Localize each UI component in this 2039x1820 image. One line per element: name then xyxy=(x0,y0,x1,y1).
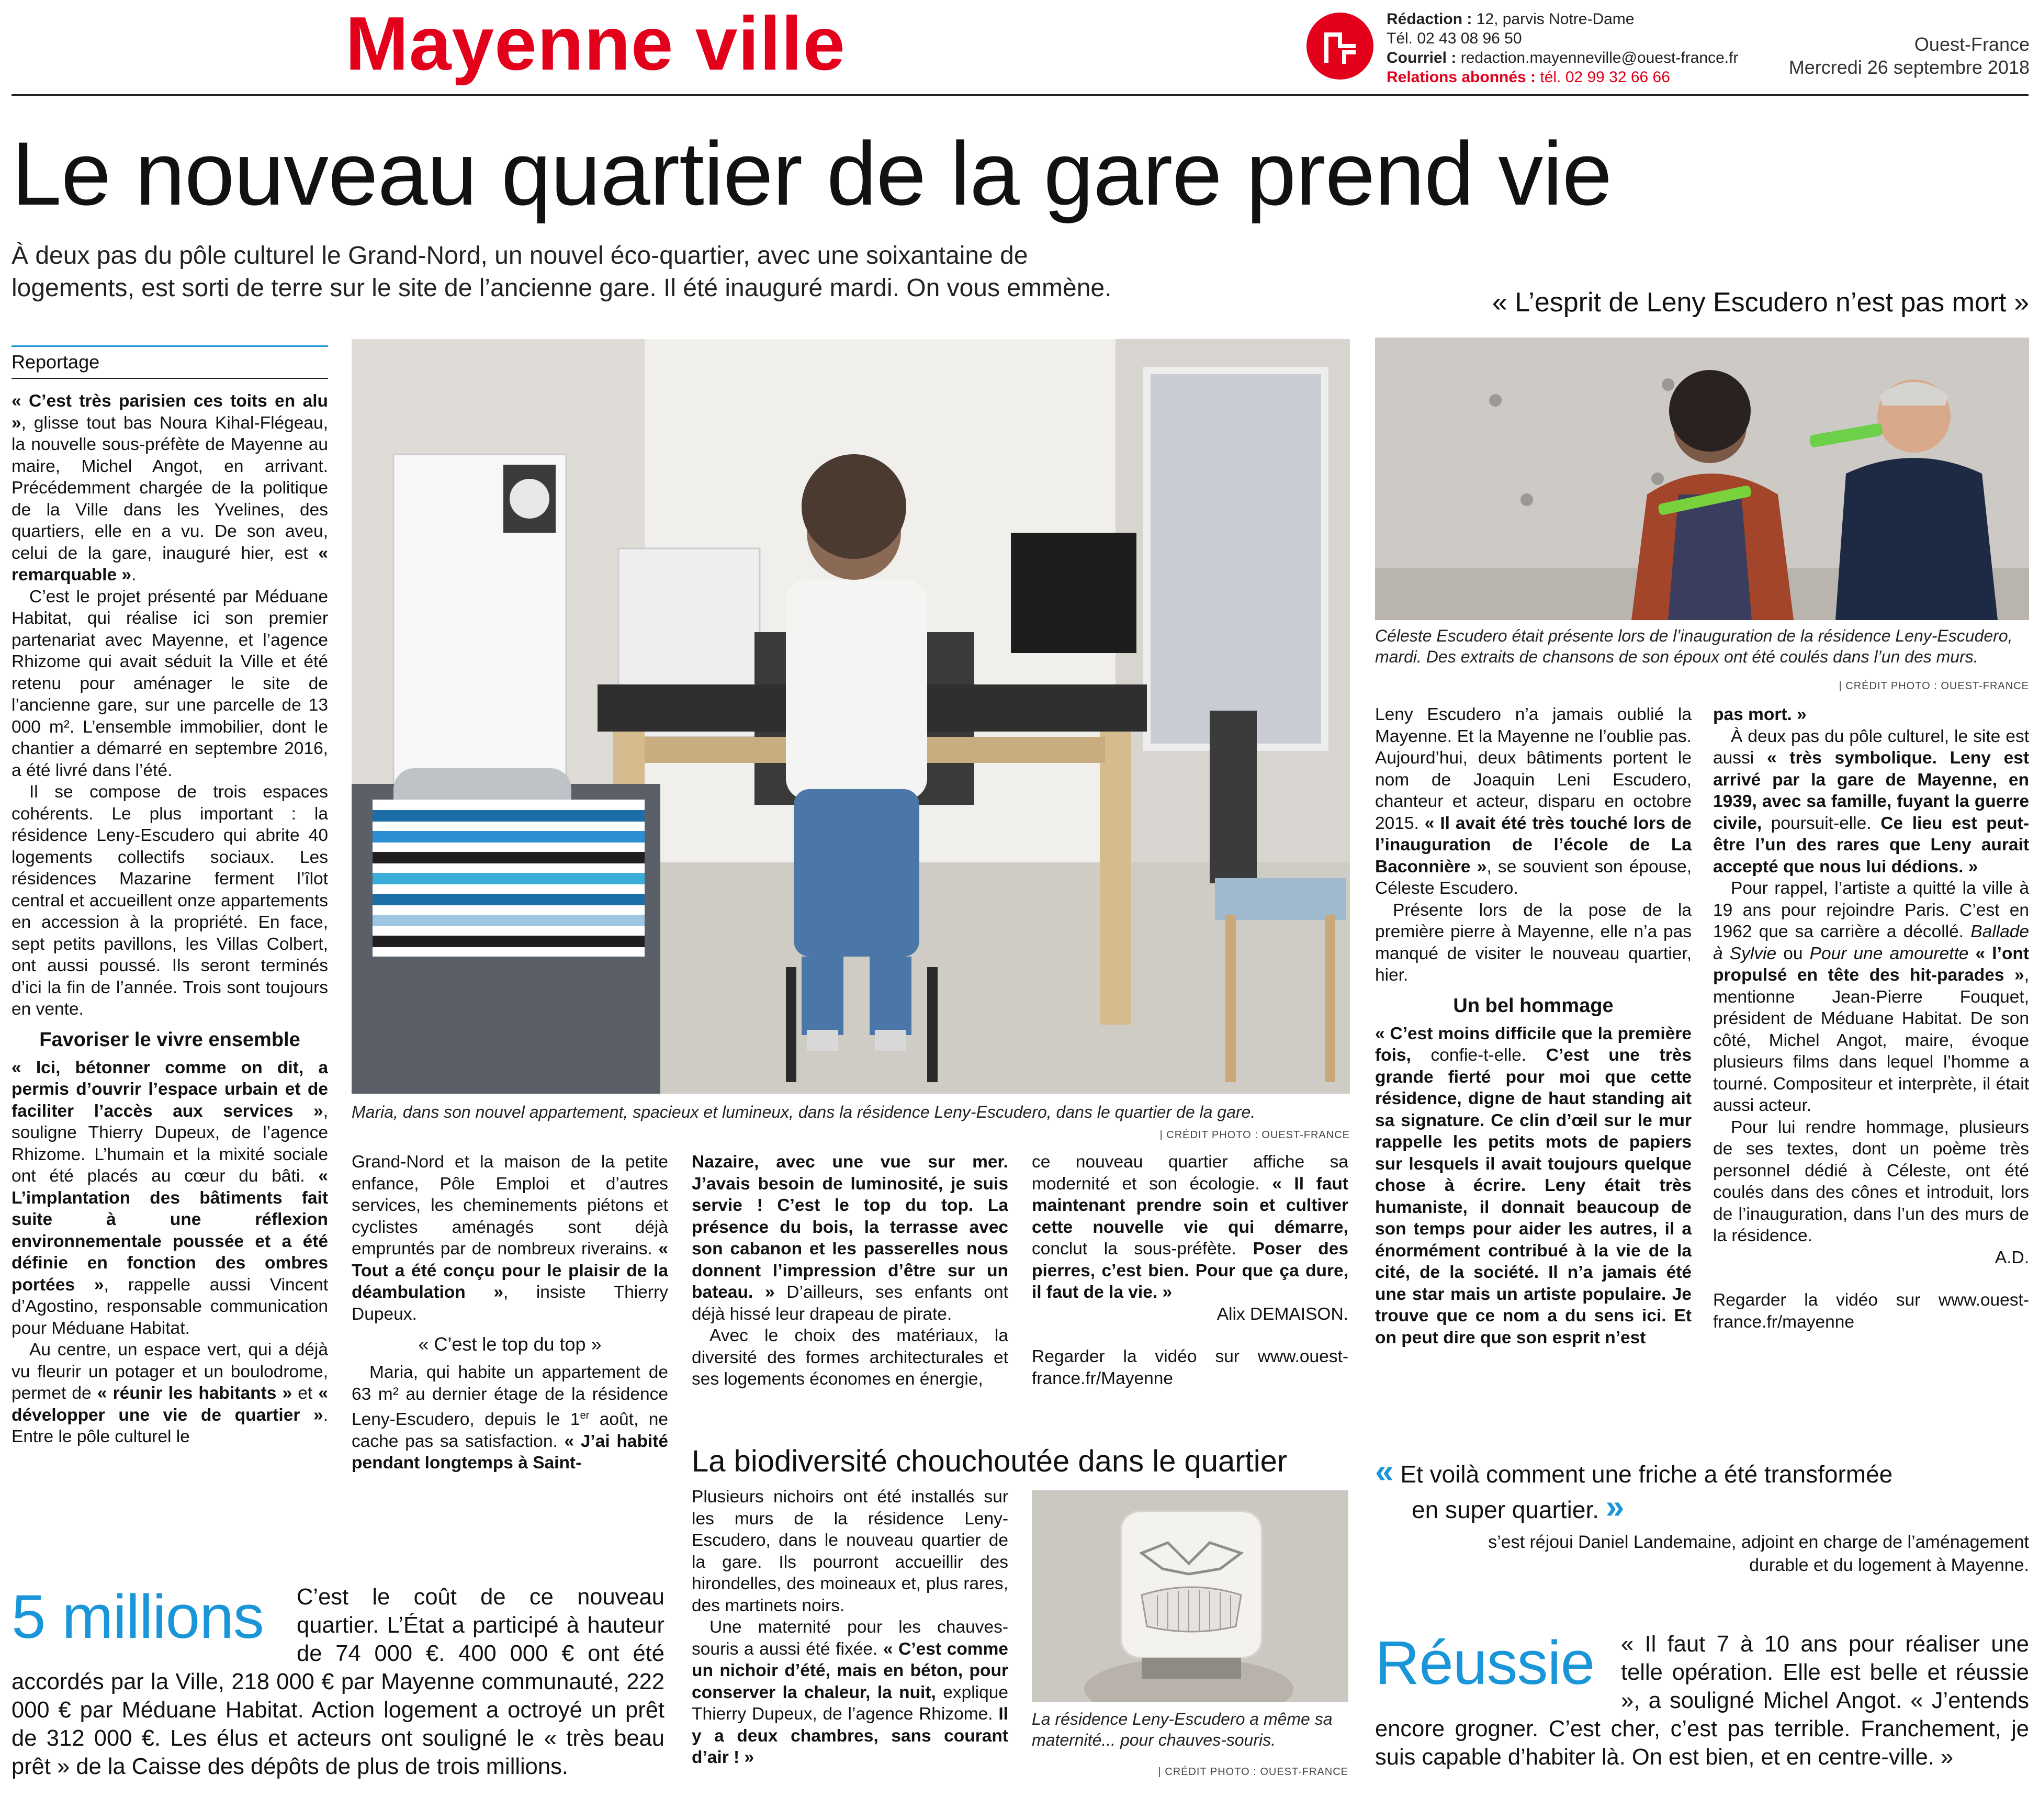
text-run: août, ne cache pas sa satisfaction. xyxy=(352,1410,668,1451)
abonnes-label: Relations abonnés : xyxy=(1387,69,1536,86)
redaction-label: Rédaction : xyxy=(1387,10,1472,28)
article-column-3 xyxy=(692,1151,1008,1402)
paragraph: Il se compose de trois espaces cohérents. Le plus important : la résidence Leny-Escudero qui abrite 40 logements collectifs sociaux. Les résidences Mazarine ferment l’îlot central et accueillent onze appartements en accession à la propriété. En face, sept petits pavillons, les Villas Colbert, ont aussi poussé. Ils seront terminés d’ici la fin de l’année. Trois sont toujours en vente. xyxy=(12,782,328,1019)
quote-bold: « l’ont propulsé en tête des hit-parades » xyxy=(1713,943,2029,985)
side-photo-credit: | CRÉDIT PHOTO : OUEST-FRANCE xyxy=(1839,680,2029,692)
quote-bold: « très symbolique. Leny est arrivé par la gare de Mayenne, en 1939, avec sa famille, fuyant la guerre civile, xyxy=(1713,748,2029,833)
side-column-b xyxy=(1713,704,2029,1426)
attribution-line-1: s’est réjoui Daniel Landemaine, adjoint en charge de l’aménagement xyxy=(1488,1532,2029,1552)
text-run: Grand-Nord et la maison de la petite enfance, Pôle Emploi et d’autres services, les cheminements piétons et cyclistes aménagés sont déjà empruntés par de nombreux riverains. xyxy=(352,1152,668,1259)
quote-bold: Poser des pierres, c’est bien. Pour que ça dure, il faut de la vie. » xyxy=(1032,1239,1348,1302)
quote-line-2: en super quartier. xyxy=(1412,1496,1599,1523)
author-signature: A.D. xyxy=(1995,1248,2029,1267)
paper-name: Ouest-France xyxy=(1914,33,2030,55)
courriel-email: redaction.mayenneville@ouest-france.fr xyxy=(1460,49,1739,66)
bat-box-caption: La résidence Leny-Escudero a même sa maternité... pour chauves-souris. xyxy=(1032,1710,1333,1749)
quote-bold: Ce lieu est peut-être l’un des rares que Leny aurait accepté que nous lui dédions. » xyxy=(1713,813,2029,877)
biodiv-text xyxy=(692,1486,1008,1811)
biodiv-title: La biodiversité chouchoutée dans le quartier xyxy=(692,1444,1288,1478)
stat-number: 5 millions xyxy=(12,1582,264,1652)
contact-block xyxy=(1387,9,1738,87)
quote-bold: « réunir les habitants » xyxy=(97,1384,292,1403)
text-run: ou xyxy=(1776,943,1810,963)
section-title: Mayenne ville xyxy=(345,1,846,86)
paragraph: Pour lui rendre hommage, plusieurs de ses textes, dont un poème très personnel dédié à Céleste, ont été coulés dans des cônes et introduit, lors de l’inauguration, dans l’un des murs de la résidence. xyxy=(1713,1117,2029,1245)
text-run xyxy=(1968,944,1975,963)
main-photo-caption: Maria, dans son nouvel appartement, spacieux et lumineux, dans la résidence Leny-Escudero, dans le quartier de la gare. xyxy=(352,1103,1256,1121)
stat-body: C’est le coût de ce nouveau quartier. L’État a participé à hauteur de 74 000 €. 400 000 € ont été accordés par la Ville, 218 000 € par Mayenne communauté, 222 000 € par Méduane Habitat. Action logement a octroyé un prêt de 312 000 €. Les élus et acteurs ont souligné le « très beau prêt » de la Caisse des dépôts de plus de trois millions. xyxy=(12,1585,664,1779)
quote-bold: « développer une vie de quartier » xyxy=(12,1384,328,1425)
article-column-4 xyxy=(1032,1151,1348,1402)
text-run: À deux pas du pôle culturel, le site est aussi xyxy=(1713,726,2029,768)
text-run: confie-t-elle. xyxy=(1411,1046,1546,1065)
text-run: Pour rappel, l’artiste a quitté la ville à 19 ans pour rejoindre Paris. C’est en 1962 que sa carrière a décollé. xyxy=(1713,879,2029,941)
video-link-text: Regarder la vidéo sur www.ouest-france.fr/Mayenne xyxy=(1032,1347,1348,1388)
redaction-address: 12, parvis Notre-Dame xyxy=(1476,10,1635,28)
paragraph: Présente lors de la pose de la première pierre à Mayenne, elle n’a pas manqué de visiter le nouveau quartier, hier. xyxy=(1375,900,1692,985)
quote-bold: « Tout a été conçu pour le plaisir de la déambulation » xyxy=(352,1239,668,1302)
text-run: , glisse tout bas Noura Kihal-Flégeau, la nouvelle sous-préfète de Mayenne au maire, Michel Angot, en arrivant. Précédemment chargée de la politique de la Ville dans les Yvelines, des quartiers, elle en a vu. De son aveu, celui de la gare, inauguré hier, est xyxy=(12,413,328,563)
text-run: Une maternité pour les chauves-souris a aussi été fixée. xyxy=(692,1617,1008,1659)
subheading-vivre-ensemble: Favoriser le vivre ensemble xyxy=(39,1028,300,1051)
quote-line-1: Et voilà comment une friche a été transformée xyxy=(1400,1461,1893,1488)
superscript: er xyxy=(580,1410,590,1421)
main-photo-apartment xyxy=(352,339,1350,1094)
abonnes-tel: tél. 02 99 32 66 66 xyxy=(1540,69,1670,86)
paragraph: C’est le projet présenté par Méduane Habitat, qui réalise ici son premier partenariat avec Mayenne, et l’agence Rhizome qui avait séduit la Ville et été retenu pour aménager le site de l’ancienne gare, sur une parcelle de 13 000 m². L’ensemble immobilier, dont le chantier a démarré en septembre 2016, a été livré dans l’été. xyxy=(12,587,328,780)
quote-bold: Nazaire, avec une vue sur mer. J’avais besoin de luminosité, je suis servie ! C’est le top du top. La présence du bois, la terrasse avec son cabanon et les passerelles nous donnent l’impression d’être sur un bateau. » xyxy=(692,1152,1008,1302)
side-article-title: « L’esprit de Leny Escudero n’est pas mort » xyxy=(1492,287,2029,318)
paragraph: Plusieurs nichoirs ont été installés sur les murs de la résidence Leny-Escudero, dans le nouveau quartier de la gare. Ils pourront accueillir des hirondelles, des moineaux et, plus rares, des martinets noirs. xyxy=(692,1487,1008,1615)
text-run: Au centre, un espace vert, qui a déjà vu fleurir un potager et un boulodrome, permet de xyxy=(12,1340,328,1403)
stat-text xyxy=(12,1583,664,1781)
reussie-body: « Il faut 7 à 10 ans pour réaliser une telle opération. Elle est belle et réussie », a souligné Michel Angot. « J’entends encore grogner. C’est cher, c’est pas terrible. Franchement, je suis capable d’habiter là. On est bien, et en centre-ville. » xyxy=(1375,1632,2029,1770)
subheading-top-du-top: « C’est le top du top » xyxy=(418,1333,602,1355)
text-run: et xyxy=(292,1384,319,1403)
video-link-text: Regarder la vidéo sur www.ouest-france.fr/mayenne xyxy=(1713,1290,2029,1332)
quote-bold: « J’ai habité pendant longtemps à Saint- xyxy=(352,1431,668,1473)
quote-bold: C’est une très grande fierté pour moi que cette résidence, digne de haut standing ait sa signature. Ce clin d’œil sur le mur rappelle les petits mots de papiers sur lesquels il avait toujours quelque chose à écrire. Leny était très humaniste, il donnait beaucoup de son temps pour aider les autres, il a énormément contribué à la vie de la cité, de la société. Il n’a jamais été une star mais un artiste populaire. Je trouve que ce nom a du sens ici. Et on peut dire que son esprit n’est xyxy=(1375,1046,1692,1347)
side-photo-inauguration xyxy=(1375,338,2029,620)
text-run: poursuit-elle. xyxy=(1762,813,1881,833)
song-title: Ballade à Sylvie xyxy=(1713,922,2029,963)
pull-quote xyxy=(1375,1452,2029,1526)
article-column-2 xyxy=(352,1151,668,1510)
text-run: ce nouveau quartier affiche sa modernité et son écologie. xyxy=(1032,1152,1348,1194)
text-run: , rappelle aussi Vincent d’Agostino, responsable communication pour Méduane Habitat. xyxy=(12,1275,328,1338)
song-title: Pour une amourette xyxy=(1809,943,1969,963)
reussie-word: Réussie xyxy=(1375,1628,1595,1698)
quote-close-icon: » xyxy=(1605,1488,1625,1525)
pull-quote-attribution xyxy=(1375,1531,2029,1577)
subheading-bel-hommage: Un bel hommage xyxy=(1453,994,1614,1017)
quote-bold: « remarquable » xyxy=(12,543,328,585)
rubric-label: Reportage xyxy=(12,351,100,373)
text-run: , mentionne Jean-Pierre Fouquet, président de Méduane Habitat. De son côté, Michel Angot, maire, évoque plusieurs films dans lequel l’homme a tourné. Compositeur et interprète, il était aussi acteur. xyxy=(1713,965,2029,1115)
quote-bold: « Il avait été très touché lors de l’inauguration de l’école de La Baconnière » xyxy=(1375,813,1692,877)
bat-box-credit: | CRÉDIT PHOTO : OUEST-FRANCE xyxy=(1158,1766,1348,1778)
reussie-text xyxy=(1375,1630,2029,1771)
ouest-france-logo xyxy=(1305,12,1375,81)
text-run: . Entre le pôle culturel le xyxy=(12,1405,328,1446)
author-signature: Alix DEMAISON. xyxy=(1216,1304,1348,1324)
quote-bold: « C’est comme un nichoir d’été, mais en béton, pour conserver la chaleur, la nuit, xyxy=(692,1639,1008,1702)
quote-open-icon: « xyxy=(1375,1452,1394,1490)
article-column-1 xyxy=(12,390,328,1510)
quote-bold: « C’est très parisien ces toits en alu » xyxy=(12,391,328,433)
text-run: , se souvient son épouse, Céleste Escudero. xyxy=(1375,857,1692,898)
paragraph: Avec le choix des matériaux, la diversité des formes architecturales et ses logements économes en énergie, xyxy=(692,1326,1008,1389)
article-lead: À deux pas du pôle culturel le Grand-Nord, un nouvel éco-quartier, avec une soixantaine de logements, est sorti de terre sur le site de l’ancienne gare. Il été inauguré mardi. On vous emmène. xyxy=(12,242,1112,302)
quote-bold: pas mort. » xyxy=(1713,705,1807,724)
quote-bold: « C’est moins difficile que la première fois, xyxy=(1375,1024,1692,1065)
text-run: . xyxy=(131,565,137,585)
telephone: Tél. 02 43 08 96 50 xyxy=(1387,30,1522,47)
text-run: , insiste Thierry Dupeux. xyxy=(352,1283,668,1324)
bat-box-photo xyxy=(1032,1490,1348,1702)
quote-bold: « Ici, bétonner comme on dit, a permis d’ouvrir l’espace urbain et de faciliter l’accès aux services » xyxy=(12,1058,328,1121)
quote-bold: Il y a deux chambres, sans courant d’air ! » xyxy=(692,1704,1008,1767)
rubric-line-top xyxy=(12,345,328,347)
quote-bold: « Il faut maintenant prendre soin et cultiver cette nouvelle vie qui démarre, xyxy=(1032,1174,1348,1237)
attribution-line-2: durable et du logement à Mayenne. xyxy=(1749,1555,2029,1575)
text-run: conclut la sous-préfète. xyxy=(1032,1239,1253,1259)
quote-bold: « L’implantation des bâtiments fait suite à une réflexion environnementale poussée et a été définie en fonction des ombres portées » xyxy=(12,1166,328,1295)
publication-date: Mercredi 26 septembre 2018 xyxy=(1788,57,2030,78)
courriel-label: Courriel : xyxy=(1387,49,1457,66)
text-run: D’ailleurs, ses enfants ont déjà hissé leur drapeau de pirate. xyxy=(692,1283,1008,1324)
text-run: , souligne Thierry Dupeux, de l’agence Rhizome. L’humain et la mixité sociale ont été placés au cœur du bâti. xyxy=(12,1101,328,1186)
text-run: Leny Escudero n’a jamais oublié la Mayenne. Et la Mayenne ne l’oublie pas. Aujourd’hui, deux bâtiments portent le nom de Joaquin Leni Escudero, chanteur et acteur, disparu en octobre 2015. xyxy=(1375,705,1692,833)
header-rule xyxy=(12,94,2029,96)
text-run: explique Thierry Dupeux, de l’agence Rhizome. xyxy=(692,1682,1008,1724)
side-column-a xyxy=(1375,704,1692,1426)
rubric-line-bottom xyxy=(12,378,328,379)
main-photo-credit: | CRÉDIT PHOTO : OUEST-FRANCE xyxy=(1159,1129,1350,1141)
article-title: Le nouveau quartier de la gare prend vie xyxy=(12,123,1612,224)
text-run: Maria, qui habite un appartement de 63 m² au dernier étage de la résidence Leny-Escudero, depuis le 1 xyxy=(352,1363,668,1430)
side-photo-caption: Céleste Escudero était présente lors de l’inauguration de la résidence Leny-Escudero, mardi. Des extraits de chansons de son époux ont été coulés dans l’un des murs. xyxy=(1375,626,2013,666)
